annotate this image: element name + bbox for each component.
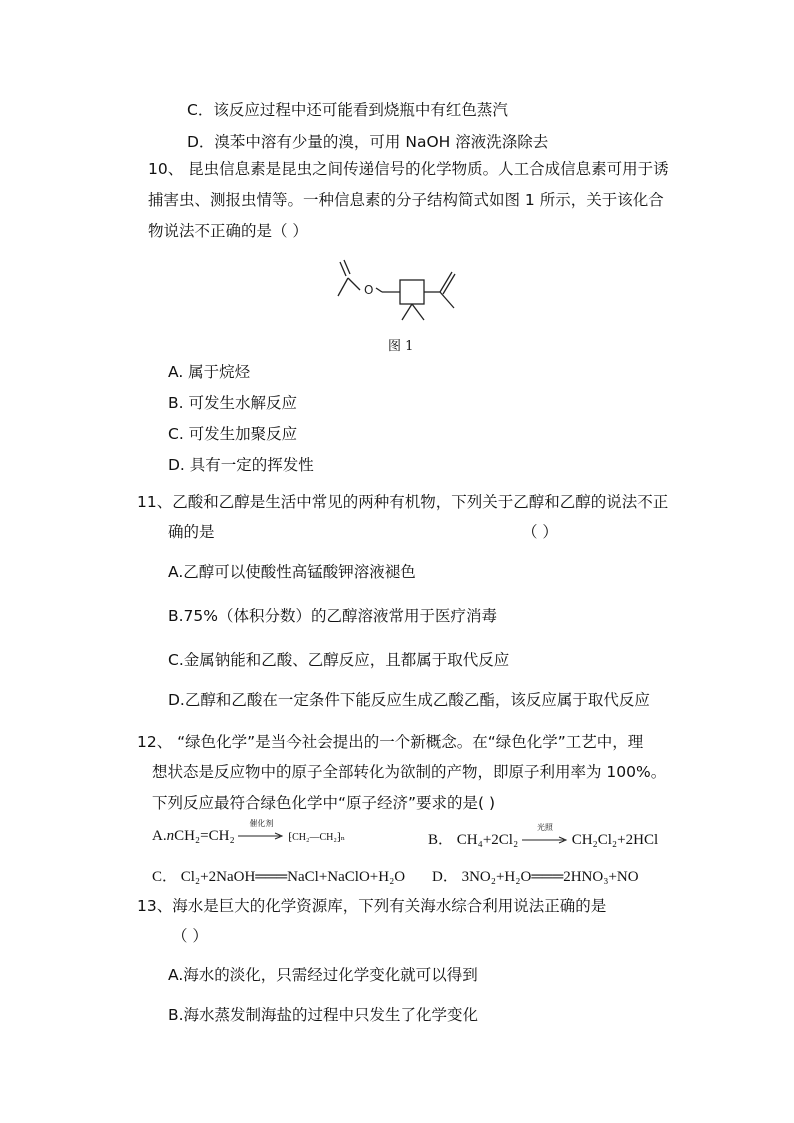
q9-option-c: C．该反应过程中还可能看到烧瓶中有红色蒸汽 [187, 101, 508, 119]
q10-stem-line2: 捕害虫、测报虫情等。一种信息素的分子结构简式如图 1 所示，关于该化合 [148, 191, 664, 209]
q12-option-a: A.nCH₂=CH₂ 催化剂 ⁅CH₂—CH₂⁆ₙ [152, 819, 346, 844]
q12-stem-line1: 12、 “绿色化学”是当今社会提出的一个新概念。在“绿色化学”工艺中，理 [137, 733, 644, 751]
q11-answer-bracket: （ ） [522, 523, 558, 541]
q11-stem-line1: 11、乙酸和乙醇是生活中常见的两种有机物，下列关于乙醇和乙醇的说法不正 [137, 493, 669, 511]
q12-stem-line2: 想状态是反应物中的原子全部转化为欲制的产物，即原子利用率为 100%。 [152, 763, 667, 781]
figure-caption: 图 1 [388, 339, 414, 354]
molecule-structure-figure [330, 250, 470, 330]
q13-stem-line1: 13、海水是巨大的化学资源库，下列有关海水综合利用说法正确的是 [137, 897, 607, 915]
q12-option-c: C． Cl₂+2NaOH═══NaCl+NaClO+H₂O [152, 869, 406, 885]
q11-option-c: C.金属钠能和乙酸、乙醇反应，且都属于取代反应 [168, 651, 510, 669]
q12-option-d: D． 3NO₂+H₂O═══2HNO₃+NO [432, 869, 639, 885]
q11-option-a: A.乙醇可以使酸性高锰酸钾溶液褪色 [168, 563, 416, 581]
q12-stem-line3: 下列反应最符合绿色化学中“原子经济”要求的是( ) [152, 794, 496, 812]
q13-answer-bracket: （ ） [172, 927, 208, 945]
q13-option-a: A.海水的淡化，只需经过化学变化就可以得到 [168, 966, 478, 984]
q13-option-b: B.海水蒸发制海盐的过程中只发生了化学变化 [168, 1006, 479, 1024]
oxygen-atom-label: O [364, 283, 374, 297]
q9-option-d: D．溴苯中溶有少量的溴，可用 NaOH 溶液洗涤除去 [187, 133, 549, 151]
reaction-arrow-icon [522, 836, 568, 844]
q11-option-b: B.75%（体积分数）的乙醇溶液常用于医疗消毒 [168, 607, 498, 625]
q10-stem-line1: 10、 昆虫信息素是昆虫之间传递信号的化学物质。人工合成信息素可用于诱 [148, 160, 669, 178]
q10-stem-line3: 物说法不正确的是（ ） [148, 222, 308, 240]
reaction-arrow-icon [238, 832, 284, 840]
q12-option-b: B． CH₄+2Cl₂ 光照 CH₂Cl₂+2HCl [428, 823, 659, 848]
q10-option-c: C. 可发生加聚反应 [168, 425, 298, 443]
q10-option-a: A. 属于烷烃 [168, 363, 251, 381]
q10-option-d: D. 具有一定的挥发性 [168, 456, 314, 474]
q10-option-b: B. 可发生水解反应 [168, 394, 297, 412]
q11-option-d: D.乙醇和乙酸在一定条件下能反应生成乙酸乙酯，该反应属于取代反应 [168, 691, 650, 709]
q11-stem-line2: 确的是 [168, 523, 215, 541]
